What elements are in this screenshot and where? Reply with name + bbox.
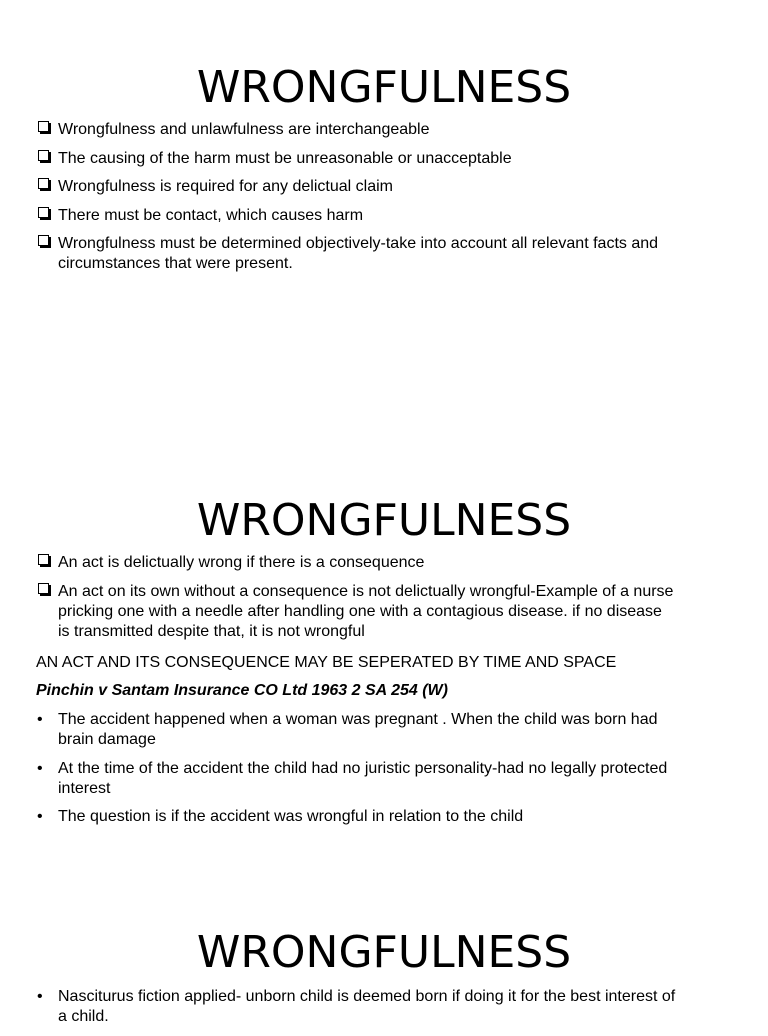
bullet-icon: • [37,988,43,1005]
checklist-item: Wrongfulness must be determined objectively-take into account all relevant facts and circumstances that were present. [36,234,676,274]
slide-3-title: WRONGFULNESS [196,927,572,978]
checklist-item: An act is delictually wrong if there is a consequence [36,553,676,573]
checkbox-icon [38,554,49,565]
bullet-icon: • [37,711,43,728]
checkbox-icon [38,207,49,218]
checkbox-icon [38,583,49,594]
bullet-icon: • [37,759,43,777]
checkbox-icon [38,235,49,246]
checklist-item: Wrongfulness is required for any delictual claim [36,177,676,197]
list-item: • The question is if the accident was wrongful in relation to the child [37,808,524,825]
list-item: • Nasciturus fiction applied- unborn child is deemed born if doing it for the best interest of a child. [37,988,676,1025]
slide-3-bullet-list [36,987,676,1036]
statement-text: AN ACT AND ITS CONSEQUENCE MAY BE SEPERATED BY TIME AND SPACE [36,654,617,671]
list-item: • The accident happened when a woman was pregnant . When the child was born had brain damage [37,711,658,748]
slide-1-checklist [36,120,676,283]
slide-2-bullet-list [36,710,676,836]
checklist-item: The causing of the harm must be unreasonable or unacceptable [36,149,676,169]
checklist-item: An act on its own without a consequence is not delictually wrongful-Example of a nurse pricking one with a needle after handling one with a contagious disease. if no disease is transmitted despite that, it is not wrongful [36,582,676,642]
checkbox-icon [38,121,49,132]
list-item: • At the time of the accident the child had no juristic personality-had no legally protected interest [37,759,668,797]
bullet-icon: • [37,808,43,825]
checklist-item: There must be contact, which causes harm [36,206,676,226]
slide-1-title: WRONGFULNESS [196,62,572,113]
checkbox-icon [38,150,49,161]
slide-2-title: WRONGFULNESS [196,495,572,546]
case-citation: Pinchin v Santam Insurance CO Ltd 1963 2 SA 254 (W) [36,682,448,699]
checklist-item: Wrongfulness and unlawfulness are interchangeable [36,120,676,140]
slide-2-checklist [36,553,676,650]
checkbox-icon [38,178,49,189]
